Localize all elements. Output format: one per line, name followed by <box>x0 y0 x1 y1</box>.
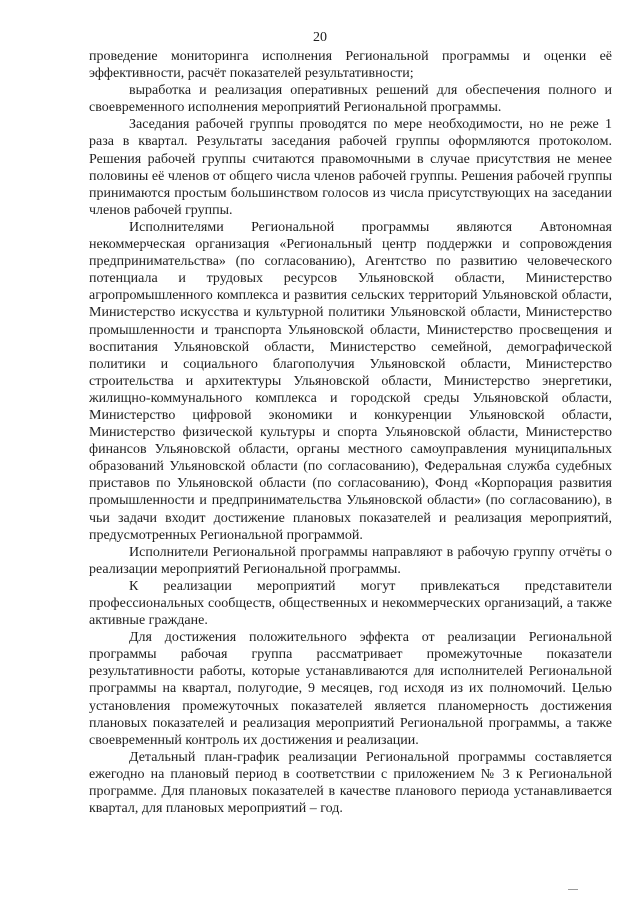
paragraph-6: К реализации мероприятий могут привлекаться представители профессиональных сообществ, общественных и некоммерческих организаций, а также активные граждане. <box>89 578 612 629</box>
paragraph-8: Детальный план-график реализации Региональной программы составляется ежегодно на плановый период в соответствии с приложением № 3 к Региональной программе. Для плановых показателей в качестве планового периода устанавливается квартал, для плановых мероприятий – год. <box>89 749 612 817</box>
paragraph-1: проведение мониторинга исполнения Региональной программы и оценки её эффективности, расчёт показателей результативности; <box>89 49 612 82</box>
paragraph-7: Для достижения положительного эффекта от реализации Региональной программы рабочая группа рассматривает промежуточные показатели результативности работы, которые устанавливаются для исполнителей Региональной программы на квартал, полугодие, 9 месяцев, год исходя из их полномочий. Целью установления промежуточных показателей является планомерность достижения плановых показателей и реализация мероприятий Региональной программы, а также своевременный контроль их достижения и реализации. <box>89 630 612 748</box>
page-number: 20 <box>313 30 327 45</box>
paragraph-3: Заседания рабочей группы проводятся по мере необходимости, но не реже 1 раза в квартал. Результаты заседания рабочей группы оформляются протоколом. Решения рабочей группы считаются правомочными в случае присутствия не менее половины её членов от общего числа членов рабочей группы. Решения рабочей группы принимаются простым большинством голосов из числа присутствующих на заседании членов рабочей группы. <box>89 117 612 218</box>
paragraph-2: выработка и реализация оперативных решений для обеспечения полного и своевременного исполнения мероприятий Региональной программы. <box>89 83 612 116</box>
paragraph-5: Исполнители Региональной программы направляют в рабочую группу отчёты о реализации мероприятий Региональной программы. <box>89 544 612 577</box>
paragraph-4: Исполнителями Региональной программы являются Автономная некоммерческая организация «Региональный центр поддержки и сопровождения предпринимательства» (по согласованию), Агентство по развитию человеческого потенциала и трудовых ресурсов Ульяновской области, Министерство агропромышленного комплекса и развития сельских территорий Ульяновской области, Министерство искусства и культурной политики Ульяновской области, Министерство промышленности и транспорта Ульяновской области, Министерство просвещения и воспитания Ульяновской области, Министерство семейной, демографической политики и социального благополучия Ульяновской области, Министерство строительства и архитектуры Ульяновской области, Министерство энергетики, жилищно-коммунального комплекса и городской среды Ульяновской области, Министерство цифровой экономики и конкуренции Ульяновской области, Министерство физической культуры и спорта Ульяновской области, Министерство финансов Ульяновской области, органы местного самоуправления муниципальных образований Ульяновской области (по согласованию), Федеральная служба судебных приставов по Ульяновской области (по согласованию), Фонд «Корпорация развития промышленности и предпринимательства Ульяновской области» (по согласованию), в чьи задачи входит достижение плановых показателей и реализация мероприятий, предусмотренных Региональной программой. <box>89 219 612 543</box>
scan-artifact-mark <box>568 889 578 890</box>
document-body <box>89 48 612 817</box>
